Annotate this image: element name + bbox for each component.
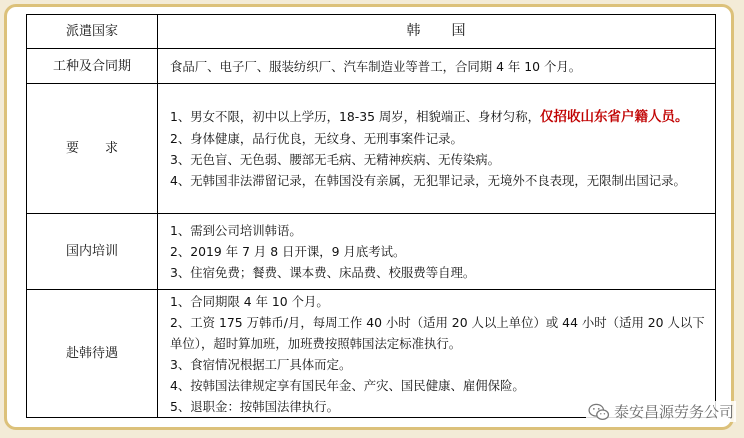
treatment-item-3: 3、食宿情况根据工厂具体而定。 (170, 356, 352, 372)
row-requirements (27, 84, 716, 214)
value-country: 韩 国 (158, 15, 716, 49)
requirement-item-2: 2、身体健康，品行优良，无纹身、无刑事案件记录。 (170, 131, 463, 146)
requirement-item-1 (170, 106, 707, 128)
treatment-item-1: 1、合同期限 4 年 10 个月。 (170, 293, 329, 309)
training-item-2: 2、2019 年 7 月 8 日开课，9 月底考试。 (170, 244, 406, 259)
row-country (27, 15, 716, 49)
wechat-icon (588, 403, 610, 421)
requirement-highlight: 仅招收山东省户籍人员。 (539, 109, 689, 125)
value-requirements (158, 84, 716, 214)
label-requirements: 要 求 (27, 84, 158, 214)
label-training: 国内培训 (27, 214, 158, 290)
value-treatment (158, 290, 716, 418)
label-treatment: 赴韩待遇 (27, 290, 158, 418)
row-treatment (27, 290, 716, 418)
training-item-1: 1、需到公司培训韩语。 (170, 223, 302, 238)
label-country: 派遣国家 (27, 15, 158, 49)
watermark (586, 401, 736, 422)
treatment-item-2: 2、工资 175 万韩币/月，每周工作 40 小时（适用 20 人以上单位）或 44 小时（适用 20 人以下单位），超时算加班，加班费按照韩国法定标准执行。 (170, 314, 705, 351)
value-job: 食品厂、电子厂、服装纺织厂、汽车制造业等普工，合同期 4 年 10 个月。 (158, 49, 716, 84)
requirement-item-4: 4、无韩国非法滞留记录，在韩国没有亲属，无犯罪记录，无境外不良表现，无限制出国记录。 (170, 173, 686, 188)
treatment-item-5: 5、退职金：按韩国法律执行。 (170, 398, 339, 414)
requirement-item-1-text: 1、男女不限，初中以上学历，18-35 周岁，相貌端正、身材匀称， (170, 109, 540, 124)
info-table (26, 14, 716, 418)
treatment-item-4: 4、按韩国法律规定享有国民年金、产灾、国民健康、雇佣保险。 (170, 377, 525, 393)
row-job (27, 49, 716, 84)
watermark-text: 泰安昌源劳务公司 (613, 403, 734, 421)
requirement-item-3: 3、无色盲、无色弱、腰部无毛病、无精神疾病、无传染病。 (170, 152, 501, 167)
training-item-3: 3、住宿免费；餐费、课本费、床品费、校服费等自理。 (170, 265, 476, 280)
value-training (158, 214, 716, 290)
row-training (27, 214, 716, 290)
label-job: 工种及合同期 (27, 49, 158, 84)
